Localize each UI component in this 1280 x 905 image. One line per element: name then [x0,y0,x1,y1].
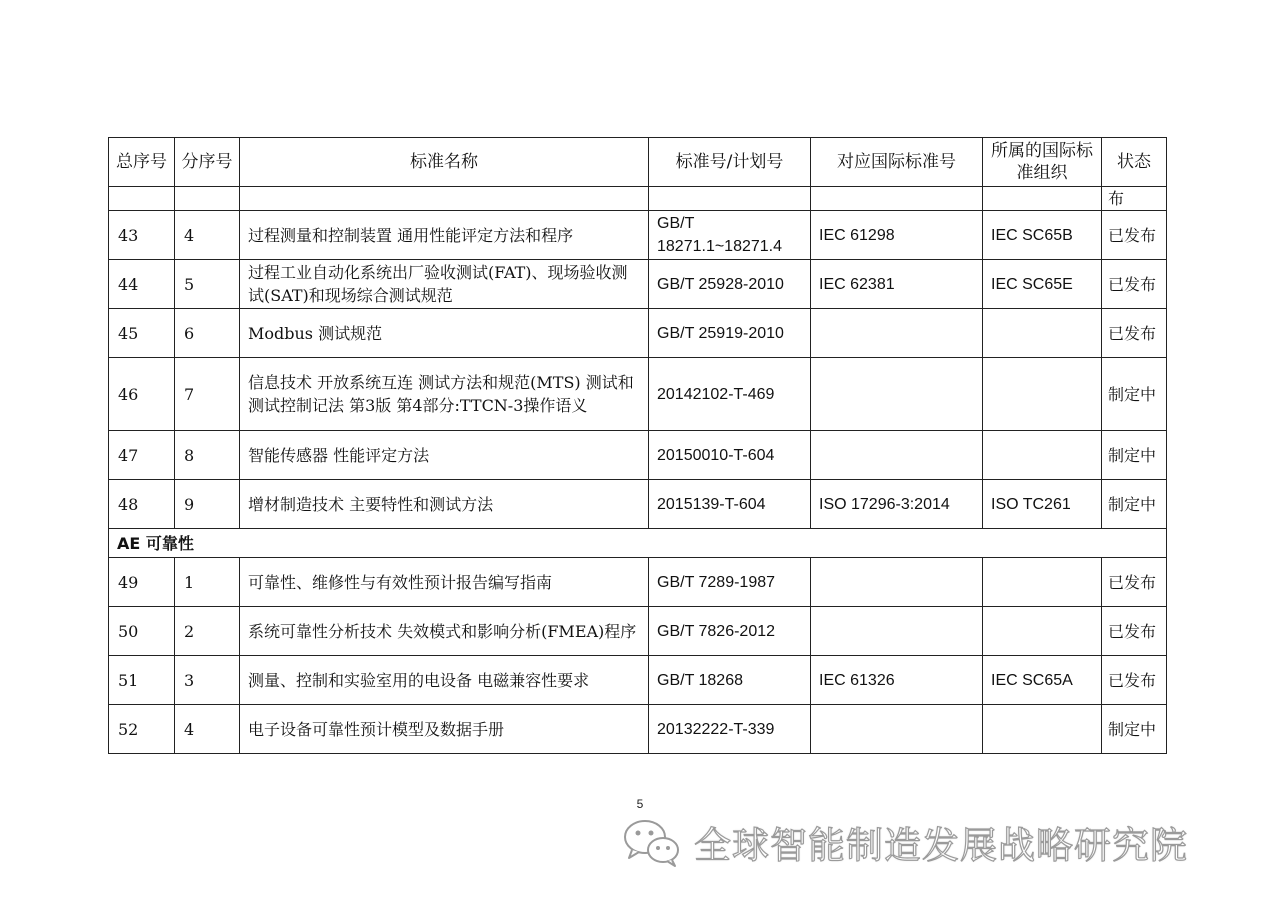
status-cell: 已发布 [1102,607,1167,656]
total-no-cell: 50 [109,607,175,656]
table-row [109,607,1167,656]
status-cell: 制定中 [1102,431,1167,480]
standard-code-cell: 2015139-T-604 [649,480,811,529]
header-standard-name: 标准名称 [240,138,649,187]
table-header-row [109,138,1167,187]
intl-org-cell [983,558,1102,607]
standard-name-cell: 智能传感器 性能评定方法 [240,431,649,480]
intl-org-cell [983,431,1102,480]
standard-name-cell: 电子设备可靠性预计模型及数据手册 [240,705,649,754]
standard-code-cell: 20142102-T-469 [649,358,811,431]
standard-code-cell: 20150010-T-604 [649,431,811,480]
intl-standard-cell [811,431,983,480]
total-no-cell: 44 [109,260,175,309]
total-no-cell: 52 [109,705,175,754]
intl-org-cell [983,309,1102,358]
sub-no-cell: 8 [175,431,240,480]
intl-standard-cell: IEC 61298 [811,211,983,260]
table-row [109,656,1167,705]
total-no-cell: 45 [109,309,175,358]
intl-standard-cell [811,607,983,656]
header-status: 状态 [1102,138,1167,187]
intl-standard-cell [811,309,983,358]
standard-code-cell: GB/T 18268 [649,656,811,705]
standard-code-cell: 20132222-T-339 [649,705,811,754]
sub-no-cell: 1 [175,558,240,607]
standard-name-cell: 测量、控制和实验室用的电设备 电磁兼容性要求 [240,656,649,705]
intl-standard-cell [811,558,983,607]
intl-org-cell: IEC SC65B [983,211,1102,260]
status-cell: 已发布 [1102,656,1167,705]
intl-org-cell: ISO TC261 [983,480,1102,529]
standard-code-cell: GB/T 7289-1987 [649,558,811,607]
status-cell: 制定中 [1102,480,1167,529]
table-row [109,480,1167,529]
status-cell: 已发布 [1102,309,1167,358]
status-cell: 制定中 [1102,358,1167,431]
table-row [109,431,1167,480]
intl-org-cell: IEC SC65A [983,656,1102,705]
header-sub-no: 分序号 [175,138,240,187]
sub-no-cell: 6 [175,309,240,358]
intl-standard-cell: IEC 61326 [811,656,983,705]
intl-standard-cell [811,705,983,754]
section-title: AE 可靠性 [109,529,1167,558]
table-row-continued [109,187,1167,211]
intl-standard-cell: IEC 62381 [811,260,983,309]
status-cell: 已发布 [1102,558,1167,607]
standard-name-cell: Modbus 测试规范 [240,309,649,358]
header-total-no: 总序号 [109,138,175,187]
intl-org-cell: IEC SC65E [983,260,1102,309]
sub-no-cell: 5 [175,260,240,309]
watermark-text: 全球智能制造发展战略研究院 [694,824,1188,867]
table-row [109,558,1167,607]
header-intl-standard: 对应国际标准号 [811,138,983,187]
wechat-icon [620,813,684,871]
standard-name-cell: 过程测量和控制装置 通用性能评定方法和程序 [240,211,649,260]
total-no-cell: 43 [109,211,175,260]
intl-standard-cell [811,358,983,431]
status-cell: 制定中 [1102,705,1167,754]
section-row [109,529,1167,558]
total-no-cell: 49 [109,558,175,607]
total-no-cell: 51 [109,656,175,705]
standard-name-cell: 系统可靠性分析技术 失效模式和影响分析(FMEA)程序 [240,607,649,656]
intl-standard-cell: ISO 17296-3:2014 [811,480,983,529]
standard-name-cell: 过程工业自动化系统出厂验收测试(FAT)、现场验收测试(SAT)和现场综合测试规范 [240,260,649,309]
standard-code-cell: GB/T 25919-2010 [649,309,811,358]
header-intl-org: 所属的国际标准组织 [983,138,1102,187]
status-cell: 已发布 [1102,211,1167,260]
total-no-cell: 46 [109,358,175,431]
standard-code-cell: GB/T 25928-2010 [649,260,811,309]
sub-no-cell: 7 [175,358,240,431]
standard-code-cell: GB/T 7826-2012 [649,607,811,656]
total-no-cell: 47 [109,431,175,480]
header-standard-code: 标准号/计划号 [649,138,811,187]
sub-no-cell: 4 [175,705,240,754]
sub-no-cell: 4 [175,211,240,260]
intl-org-cell [983,607,1102,656]
intl-org-cell [983,358,1102,431]
table-row [109,705,1167,754]
status-cell: 布 [1102,187,1167,211]
sub-no-cell: 9 [175,480,240,529]
status-cell: 已发布 [1102,260,1167,309]
total-no-cell: 48 [109,480,175,529]
sub-no-cell: 3 [175,656,240,705]
watermark [620,812,1188,872]
table-row [109,358,1167,431]
standard-name-cell: 信息技术 开放系统互连 测试方法和规范(MTS) 测试和测试控制记法 第3版 第4部分:TTCN-3操作语义 [240,358,649,431]
table-row [109,260,1167,309]
table-row [109,309,1167,358]
page-number: 5 [636,797,644,811]
standard-code-cell: GB/T 18271.1~18271.4 [649,211,811,260]
standard-name-cell: 可靠性、维修性与有效性预计报告编写指南 [240,558,649,607]
standard-name-cell: 增材制造技术 主要特性和测试方法 [240,480,649,529]
sub-no-cell: 2 [175,607,240,656]
intl-org-cell [983,705,1102,754]
table-row [109,211,1167,260]
standards-table [108,137,1167,754]
